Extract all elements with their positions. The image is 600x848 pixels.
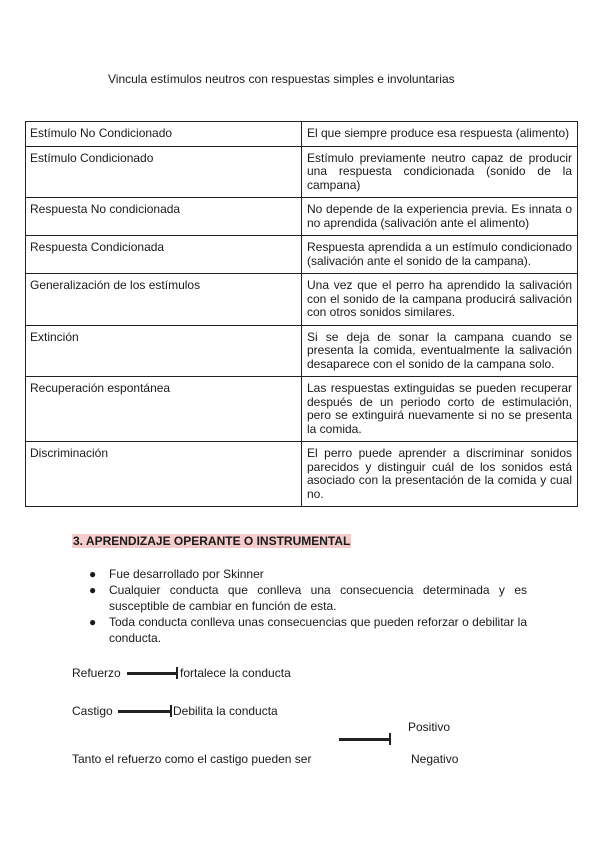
concepts-table: [25, 121, 578, 507]
list-item-text: Fue desarrollado por Skinner: [109, 567, 264, 581]
positivo-label: Positivo: [408, 720, 451, 734]
intro-text: Vincula estímulos neutros con respuestas simples e involuntarias: [108, 72, 455, 86]
summary-sentence: Tanto el refuerzo como el castigo pueden ser: [72, 752, 312, 766]
table-row: [26, 325, 578, 377]
table-cell-term: Respuesta No condicionada: [26, 198, 302, 236]
table-cell-definition: No depende de la experiencia previa. Es innata o no aprendida (salivación ante el alimento): [302, 198, 578, 236]
bullet-list: [72, 566, 527, 646]
branch-arrow-icon: [339, 738, 390, 741]
table-row: [26, 442, 578, 507]
table-row: [26, 122, 578, 147]
table-row: [26, 377, 578, 442]
bullet-icon: ●: [89, 567, 97, 581]
section-heading: 3. APRENDIZAJE OPERANTE O INSTRUMENTAL: [73, 534, 351, 548]
negativo-label: Negativo: [411, 752, 459, 766]
table-cell-definition: Las respuestas extinguidas se pueden recuperar después de un periodo corto de estimulación, pero se extinguirá nuevamente si no se presenta la comida.: [302, 377, 578, 442]
table-cell-term: Estímulo No Condicionado: [26, 122, 302, 147]
list-item: [72, 582, 527, 614]
bullet-icon: ●: [89, 583, 97, 597]
table-cell-definition: El que siempre produce esa respuesta (alimento): [302, 122, 578, 147]
table-cell-definition: Si se deja de sonar la campana cuando se presenta la comida, eventualmente la salivación desaparece con el sonido de la campana solo.: [302, 325, 578, 377]
refuerzo-result: fortalece la conducta: [180, 666, 291, 680]
castigo-label: Castigo: [72, 704, 113, 718]
bullet-icon: ●: [89, 615, 97, 629]
table-row: [26, 146, 578, 198]
table-cell-term: Respuesta Condicionada: [26, 236, 302, 274]
table-row: [26, 274, 578, 326]
table-row: [26, 198, 578, 236]
table-cell-definition: El perro puede aprender a discriminar sonidos parecidos y distinguir cuál de los sonidos está asociado con la presentación de la comida y cual no.: [302, 442, 578, 507]
list-item-text: Cualquier conducta que conlleva una consecuencia determinada y es susceptible de cambiar en función de esta.: [109, 583, 527, 613]
list-item-text: Toda conducta conlleva unas consecuencias que pueden reforzar o debilitar la conducta.: [109, 615, 527, 645]
table-cell-definition: Una vez que el perro ha aprendido la salivación con el sonido de la campana producirá salivación con otros sonidos similares.: [302, 274, 578, 326]
list-item: [72, 614, 527, 646]
table-cell-definition: Estímulo previamente neutro capaz de producir una respuesta condicionada (sonido de la campana): [302, 146, 578, 198]
castigo-result: Debilita la conducta: [173, 704, 278, 718]
table-cell-term: Extinción: [26, 325, 302, 377]
table-cell-term: Estímulo Condicionado: [26, 146, 302, 198]
table-row: [26, 236, 578, 274]
table-cell-definition: Respuesta aprendida a un estímulo condicionado (salivación ante el sonido de la campana).: [302, 236, 578, 274]
table-cell-term: Generalización de los estímulos: [26, 274, 302, 326]
list-item: [72, 566, 527, 582]
castigo-arrow-icon: [118, 710, 171, 713]
refuerzo-arrow-icon: [127, 672, 177, 675]
table-cell-term: Discriminación: [26, 442, 302, 507]
refuerzo-label: Refuerzo: [72, 666, 121, 680]
table-cell-term: Recuperación espontánea: [26, 377, 302, 442]
